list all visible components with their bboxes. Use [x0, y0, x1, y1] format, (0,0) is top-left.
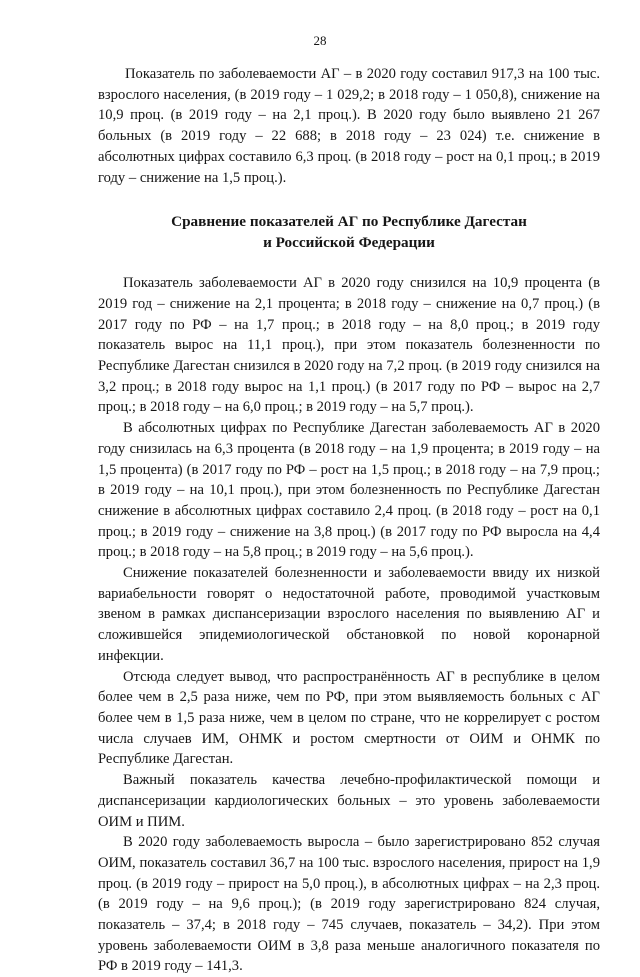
paragraph-absolute-figures: В абсолютных цифрах по Республике Дагестан заболеваемость АГ в 2020 году снизилась на 6,3 процента (в 2018 году – на 1,9 процента; в 2019 году – на 1,5 процента) (в 2017 году по РФ – рост на 1,5 проц.; в 2018 году – на 7,9 проц.; в 2019 году – на 10,1 проц.), при этом болезненность по Республике Дагестан снижение в абсолютных цифрах составило 2,4 проц. (в 2018 году – рост на 0,1 проц.; в 2019 году – снижение на 3,8 проц.) (в 2017 году по РФ выросла на 4,4 проц.; в 2018 году – на 5,8 проц.; в 2019 году – на 5,6 проц.). [98, 420, 600, 561]
section-heading [98, 212, 600, 253]
paragraph-incidence-comparison: Показатель заболеваемости АГ в 2020 году снизился на 10,9 процента (в 2019 год – снижение на 2,1 процента; в 2018 году – снижение на 0,7 проц.) (в 2017 году по РФ – на 1,7 проц.; в 2018 году – на 8,0 проц.; в 2019 году показатель вырос на 11,1 проц.), при этом показатель болезненности по Республике Дагестан снизился в 2020 году на 7,2 проц. (в 2019 году снизился на 3,2 проц.; в 2018 году вырос на 1,1 проц.) (в 2017 году по РФ – вырос на 2,7 проц.; в 2018 году – на 6,0 проц.; в 2019 году – на 5,7 проц.). [98, 275, 600, 416]
heading-line-2: и Российской Федерации [263, 233, 435, 251]
paragraph-ami-incidence: В 2020 году заболеваемость выросла – было зарегистрировано 852 случая ОИМ, показатель составил 36,7 на 100 тыс. взрослого населения, прирост на 1,9 проц. (в 2019 году – прирост на 5,0 проц.), в абсолютных цифрах – на 2,3 проц. (в 2019 году – на 9,6 проц.); (в 2019 году зарегистрировано 824 случая, показатель – 37,4; в 2018 году – 745 случаев, показатель – 34,2). При этом уровень заболеваемости ОИМ в 3,8 раза меньше аналогичного показателя по РФ в 2019 году – 141,3. [98, 834, 600, 975]
intro-paragraph: Показатель по заболеваемости АГ – в 2020 году составил 917,3 на 100 тыс. взрослого населения, (в 2019 году – 1 029,2; в 2018 году – 1 050,8), снижение на 10,9 проц. (в 2019 году – на 2,1 проц.). В 2020 году было выявлено 21 267 больных (в 2019 году – 22 688; в 2018 году – 23 024) т.е. снижение в абсолютных цифрах составило 6,3 проц. (в 2018 году – рост на 0,1 проц.; в 2019 году – снижение на 1,5 проц.). [98, 66, 600, 186]
page-content [98, 64, 600, 977]
page-number: 28 [313, 33, 327, 48]
heading-line-1: Сравнение показателей АГ по Республике Дагестан [171, 213, 527, 231]
paragraph-quality-indicator: Важный показатель качества лечебно-профилактической помощи и диспансеризации кардиологических больных – это уровень заболеваемости ОИМ и ПИМ. [98, 772, 600, 830]
paragraph-low-variability: Снижение показателей болезненности и заболеваемости ввиду их низкой вариабельности говорят о недостаточной работе, проводимой участковым звеном в рамках диспансеризации взрослого населения по выявлению АГ и сложившейся эпидемиологической обстановкой по новой коронарной инфекции. [98, 565, 600, 664]
paragraph-conclusion: Отсюда следует вывод, что распространённость АГ в республике в целом более чем в 2,5 раза ниже, чем по РФ, при этом выявляемость больных с АГ более чем в 1,5 раза ниже, чем в целом по стране, что не коррелирует с ростом числа случаев ИМ, ОНМК и ростом смертности от ОИМ и ОНМК по Республике Дагестан. [98, 668, 600, 768]
